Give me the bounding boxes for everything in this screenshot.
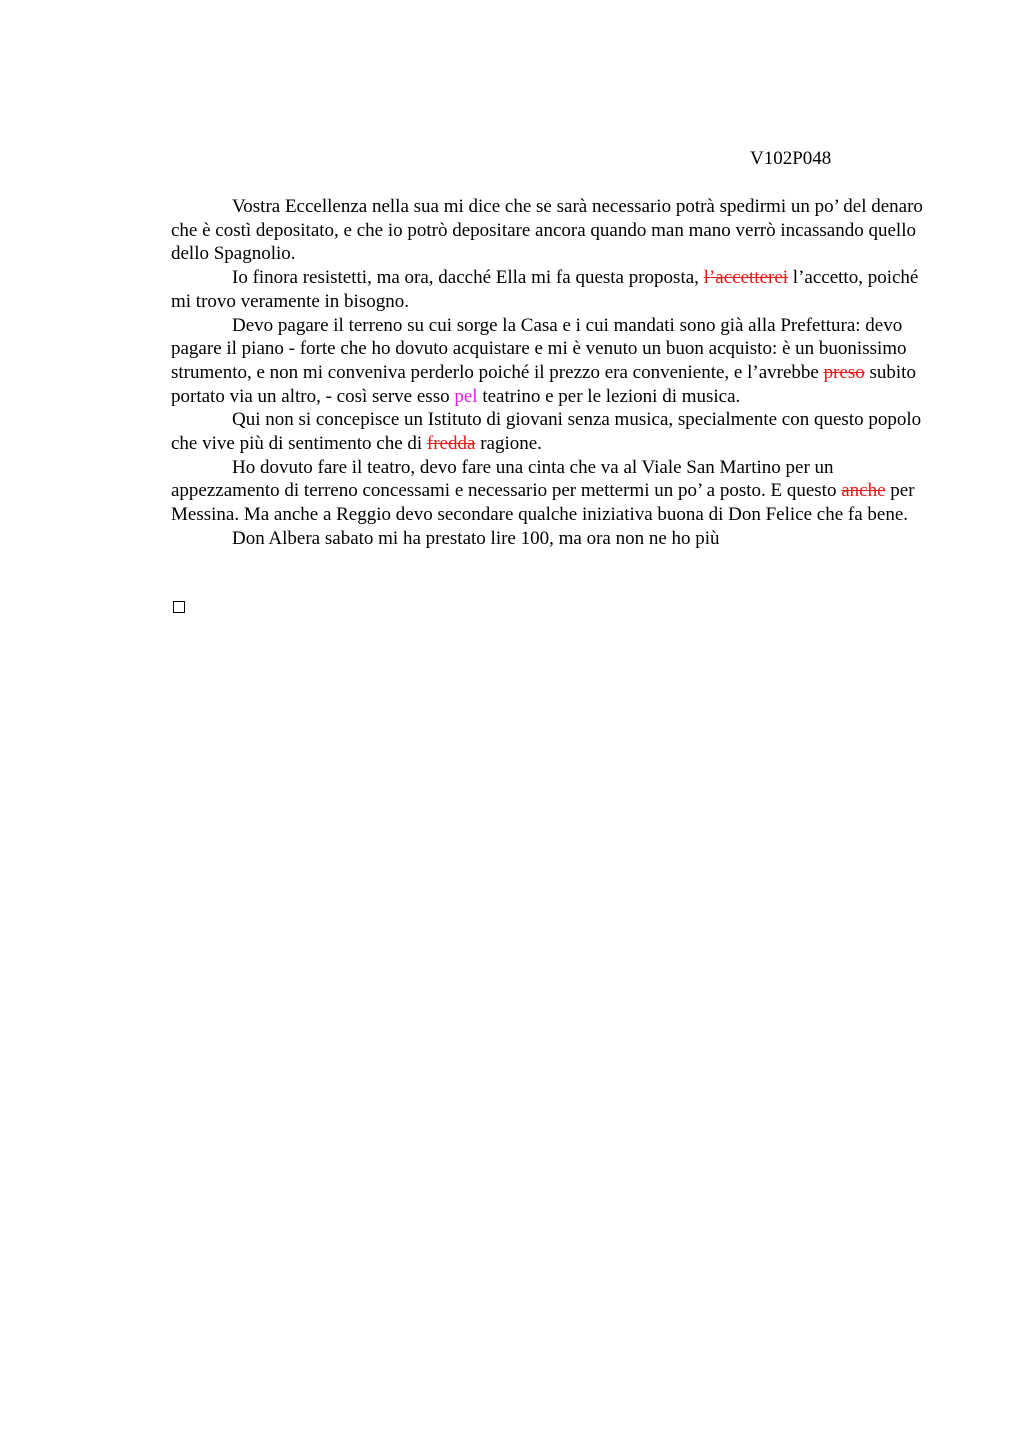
- deleted-word: preso: [823, 361, 865, 383]
- paragraph-2: [171, 266, 931, 313]
- paragraph-6: [171, 527, 931, 551]
- paragraph-text: subito portato via un altro, - così serve esso: [171, 361, 916, 407]
- deleted-word: anche: [841, 480, 886, 502]
- checkbox-square-icon: [173, 601, 185, 613]
- paragraph-text: Ho dovuto fare il teatro, devo fare una cinta che va al Viale San Martino per un appezzamento di terreno concessami e necessario per mettermi un po’ a posto. E questo: [171, 456, 842, 502]
- paragraph-text: ragione.: [475, 433, 542, 455]
- paragraph-text: Devo pagare il terreno su cui sorge la Casa e i cui mandati sono già alla Prefettura: devo pagare il piano - forte che ho dovuto acquistare e mi è venuto un buon acquisto: è un buonissimo strumento, e non mi conveniva perderlo poiché il prezzo era conveniente, e l’avrebbe: [171, 314, 907, 383]
- letter-body: [171, 195, 931, 551]
- paragraph-text: Don Albera sabato mi ha prestato lire 100, ma ora non ne ho più: [232, 527, 720, 549]
- paragraph-text: Vostra Eccellenza nella sua mi dice che se sarà necessario potrà spedirmi un po’ del denaro che è costì depositato, e che io potrò depositare ancora quando man mano verrò incassando quello dello Spagnolio.: [171, 196, 923, 265]
- page-code: V102P048: [750, 148, 832, 169]
- paragraph-text: per Messina. Ma anche a Reggio devo secondare qualche iniziativa buona di Don Felice che fa bene.: [171, 480, 915, 526]
- paragraph-1: [171, 195, 931, 266]
- inserted-word: pel: [454, 385, 478, 407]
- paragraph-text: l’accetto, poiché mi trovo veramente in bisogno.: [171, 267, 919, 312]
- deleted-word: fredda: [426, 433, 476, 455]
- paragraph-4: [171, 408, 931, 455]
- paragraph-3: [171, 314, 931, 409]
- paragraph-text: Io finora resistetti, ma ora, dacché Ella mi fa questa proposta,: [232, 267, 704, 289]
- paragraph-text: Qui non si concepisce un Istituto di giovani senza musica, specialmente con questo popolo che vive più di sentimento che di: [171, 409, 922, 455]
- paragraph-text: teatrino e per le lezioni di musica.: [477, 385, 741, 407]
- paragraph-5: [171, 456, 931, 527]
- deleted-word: l’accetterei: [703, 267, 789, 289]
